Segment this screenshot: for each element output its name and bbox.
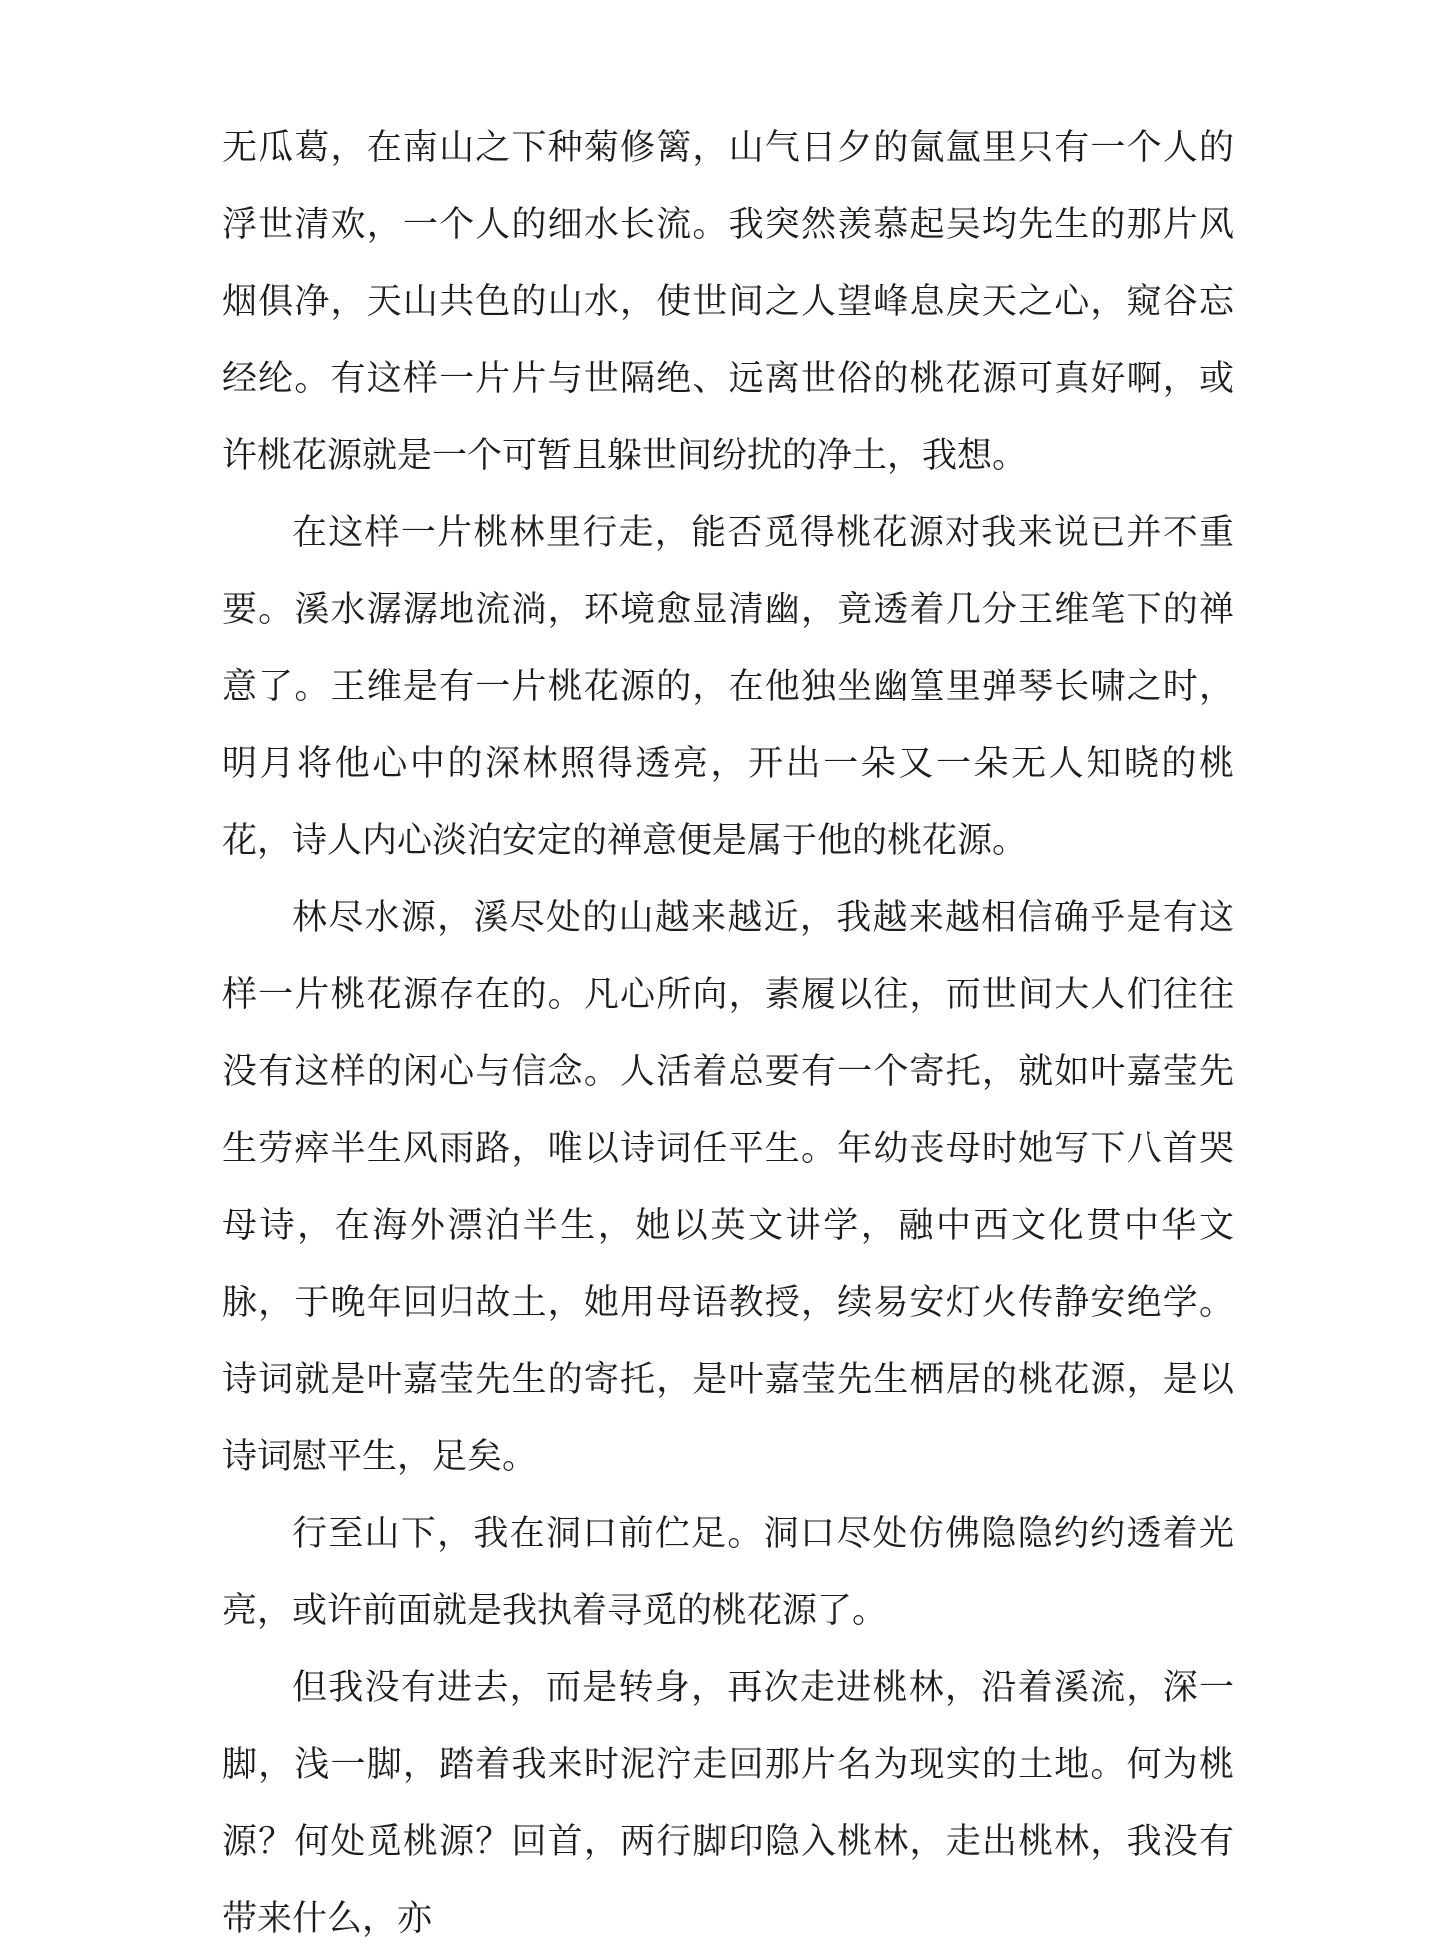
paragraph-return: 但我没有进去，而是转身，再次走进桃林，沿着溪流，深一脚，浅一脚，踏着我来时泥泞走回那片名为现实的土地。何为桃源？何处觅桃源？回首，两行脚印隐入桃林，走出桃林，我没有带来什么，亦 [222, 1668, 1234, 1939]
essay-body [222, 110, 1234, 1958]
paragraph-wang-wei: 在这样一片桃林里行走，能否觅得桃花源对我来说已并不重要。溪水潺潺地流淌，环境愈显清幽，竟透着几分王维笔下的禅意了。王维是有一片桃花源的，在他独坐幽篁里弹琴长啸之时，明月将他心中的深林照得透亮，开出一朵又一朵无人知晓的桃花，诗人内心淡泊安定的禅意便是属于他的桃花源。 [222, 513, 1234, 861]
paragraph-cave-entrance: 行至山下，我在洞口前伫足。洞口尽处仿佛隐隐约约透着光亮，或许前面就是我执着寻觅的桃花源了。 [222, 1514, 1234, 1631]
paragraph-ye-jiaying: 林尽水源，溪尽处的山越来越近，我越来越相信确乎是有这样一片桃花源存在的。凡心所向，素履以往，而世间大人们往往没有这样的闲心与信念。人活着总要有一个寄托，就如叶嘉莹先生劳瘁半生风雨路，唯以诗词任平生。年幼丧母时她写下八首哭母诗，在海外漂泊半生，她以英文讲学，融中西文化贯中华文脉，于晚年回归故土，她用母语教授，续易安灯火传静安绝学。诗词就是叶嘉莹先生的寄托，是叶嘉莹先生栖居的桃花源，是以诗词慰平生，足矣。 [222, 898, 1234, 1477]
paragraph-continuation: 无瓜葛，在南山之下种菊修篱，山气日夕的氤氲里只有一个人的浮世清欢，一个人的细水长流。我突然羡慕起吴均先生的那片风烟俱净，天山共色的山水，使世间之人望峰息戾天之心，窥谷忘经纶。有这样一片片与世隔绝、远离世俗的桃花源可真好啊，或许桃花源就是一个可暂且躲世间纷扰的净土，我想。 [222, 128, 1234, 476]
